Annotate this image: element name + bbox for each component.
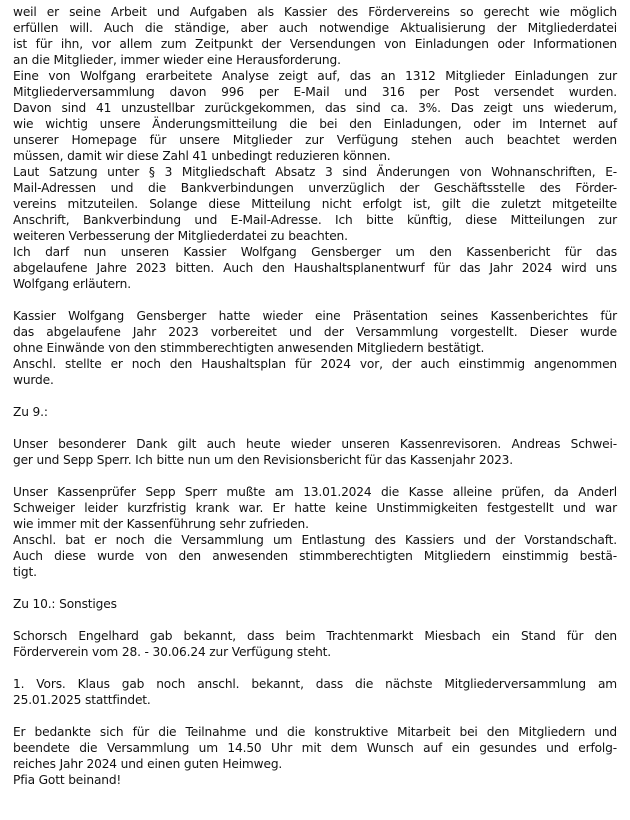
text-line: unserer Homepage für unsere Mitglieder zur Verfügung stehen auch beachtet werden	[13, 133, 617, 147]
section-heading: Zu 9.:	[13, 405, 48, 419]
text-line: Schorsch Engelhard gab bekannt, dass beim Trachtenmarkt Miesbach ein Stand für den	[13, 629, 617, 643]
text-line: Unser Kassenprüfer Sepp Sperr mußte am 13.01.2024 die Kasse alleine prüfen, da Anderl	[13, 485, 617, 499]
text-line: Eine von Wolfgang erarbeitete Analyse zeigt auf, das an 1312 Mitglieder Einladungen zur	[13, 69, 617, 83]
paragraph-entlastung	[13, 532, 617, 580]
paragraph-satzung	[13, 164, 617, 244]
paragraph-trachtenmarkt	[13, 628, 617, 660]
closing-greeting	[13, 772, 617, 788]
paragraph-kassenbericht-bitte	[13, 244, 617, 292]
text-line: Anschrift, Bankverbindung und E-Mail-Adresse. Ich bitte künftig, diese Mitteilungen zur	[13, 213, 617, 227]
paragraph-spacer	[13, 292, 617, 308]
paragraph-haushaltsplan	[13, 356, 617, 388]
text-line: Unser besonderer Dank gilt auch heute wieder unseren Kassenrevisoren. Andreas Schwei-	[13, 437, 617, 451]
text-line: ohne Einwände von den stimmberechtigten anwesenden Mitgliedern bestätigt.	[13, 341, 485, 355]
text-line: Förderverein vom 28. - 30.06.24 zur Verfügung steht.	[13, 645, 332, 659]
section-heading-zu-10	[13, 596, 617, 612]
paragraph-spacer	[13, 580, 617, 596]
paragraph-spacer	[13, 660, 617, 676]
paragraph-spacer	[13, 388, 617, 404]
text-line: 25.01.2025 stattfindet.	[13, 693, 151, 707]
text-line: beendete die Versammlung um 14.50 Uhr mit dem Wunsch auf ein gesundes und erfolg-	[13, 741, 617, 755]
text-line: Anschl. stellte er noch den Haushaltsplan für 2024 vor, der auch einstimmig angenommen	[13, 357, 617, 371]
text-line: an die Mitglieder, immer wieder eine Herausforderung.	[13, 53, 341, 67]
text-line: erfüllen will. Auch die ständige, aber auch notwendige Aktualisierung der Mitgliederdatei	[13, 21, 617, 35]
paragraph-spacer	[13, 420, 617, 436]
text-line: Er bedankte sich für die Teilnahme und die konstruktive Mitarbeit bei den Mitgliedern und	[13, 725, 617, 739]
text-line: 1. Vors. Klaus gab noch anschl. bekannt, dass die nächste Mitgliederversammlung am	[13, 677, 617, 691]
paragraph-naechste-versammlung	[13, 676, 617, 708]
text-line: wie immer mit der Kassenführung sehr zufrieden.	[13, 517, 309, 531]
paragraph-praesentation	[13, 308, 617, 356]
text-line: tigt.	[13, 565, 37, 579]
paragraph-spacer	[13, 708, 617, 724]
paragraph-kassenrevisoren	[13, 436, 617, 468]
text-line: wie wichtig unsere Änderungsmitteilung die bei den Einladungen, oder im Internet auf	[13, 117, 617, 131]
text-line: ist für ihn, vor allem zum Zeitpunkt der Versendungen von Einladungen oder Informationen	[13, 37, 617, 51]
section-heading-zu-9	[13, 404, 617, 420]
text-line: Davon sind 41 unzustellbar zurückgekommen, das sind ca. 3%. Das zeigt uns wiederum,	[13, 101, 617, 115]
paragraph-spacer	[13, 612, 617, 628]
section-heading: Zu 10.: Sonstiges	[13, 597, 117, 611]
text-line: Auch diese wurde von den anwesenden stimmberechtigten Mitgliedern einstimmig bestä-	[13, 549, 617, 563]
text-line: reiches Jahr 2024 und einen guten Heimweg.	[13, 757, 283, 771]
text-line: das abgelaufene Jahr 2023 vorbereitet und der Versammlung vorgestellt. Dieser wurde	[13, 325, 617, 339]
text-line: Laut Satzung unter § 3 Mitgliedschaft Absatz 3 sind Änderungen von Wohnanschriften, E-	[13, 165, 617, 179]
paragraph-kassenpruefer	[13, 484, 617, 532]
text-line: Mail-Adressen und die Bankverbindungen unverzüglich der Geschäftsstelle des Förder-	[13, 181, 617, 195]
paragraph-schluss	[13, 724, 617, 772]
text-line: Kassier Wolfgang Gensberger hatte wieder eine Präsentation seines Kassenberichtes für	[13, 309, 617, 323]
text-line: Wolfgang erläutern.	[13, 277, 131, 291]
text-line: weil er seine Arbeit und Aufgaben als Kassier des Fördervereins so gerecht wie möglich	[13, 5, 617, 19]
text-line: abgelaufene Jahre 2023 bitten. Auch den Haushaltsplanentwurf für das Jahr 2024 wird uns	[13, 261, 617, 275]
text-line: Schweiger leider kurzfristig krank war. Er hatte keine Unstimmigkeiten festgestellt und war	[13, 501, 617, 515]
text-line: vereins mitzuteilen. Solange diese Mitteilung nicht erfolgt ist, gilt die zuletzt mitgeteilte	[13, 197, 617, 211]
text-line: Ich darf nun unseren Kassier Wolfgang Gensberger um den Kassenbericht für das	[13, 245, 617, 259]
text-line: Anschl. bat er noch die Versammlung um Entlastung des Kassiers und der Vorstandschaft.	[13, 533, 617, 547]
text-line: Pfia Gott beinand!	[13, 773, 122, 787]
paragraph-kassier-arbeit	[13, 4, 617, 68]
text-line: Mitgliederversammlung davon 996 per E-Mail und 316 per Post versendet wurden.	[13, 85, 617, 99]
paragraph-analyse	[13, 68, 617, 164]
paragraph-spacer	[13, 468, 617, 484]
text-line: wurde.	[13, 373, 54, 387]
text-line: weiteren Verbesserung der Mitgliederdatei zu beachten.	[13, 229, 348, 243]
text-line: ger und Sepp Sperr. Ich bitte nun um den Revisionsbericht für das Kassenjahr 2023.	[13, 453, 514, 467]
text-line: müssen, damit wir diese Zahl 41 unbedingt reduzieren können.	[13, 149, 391, 163]
